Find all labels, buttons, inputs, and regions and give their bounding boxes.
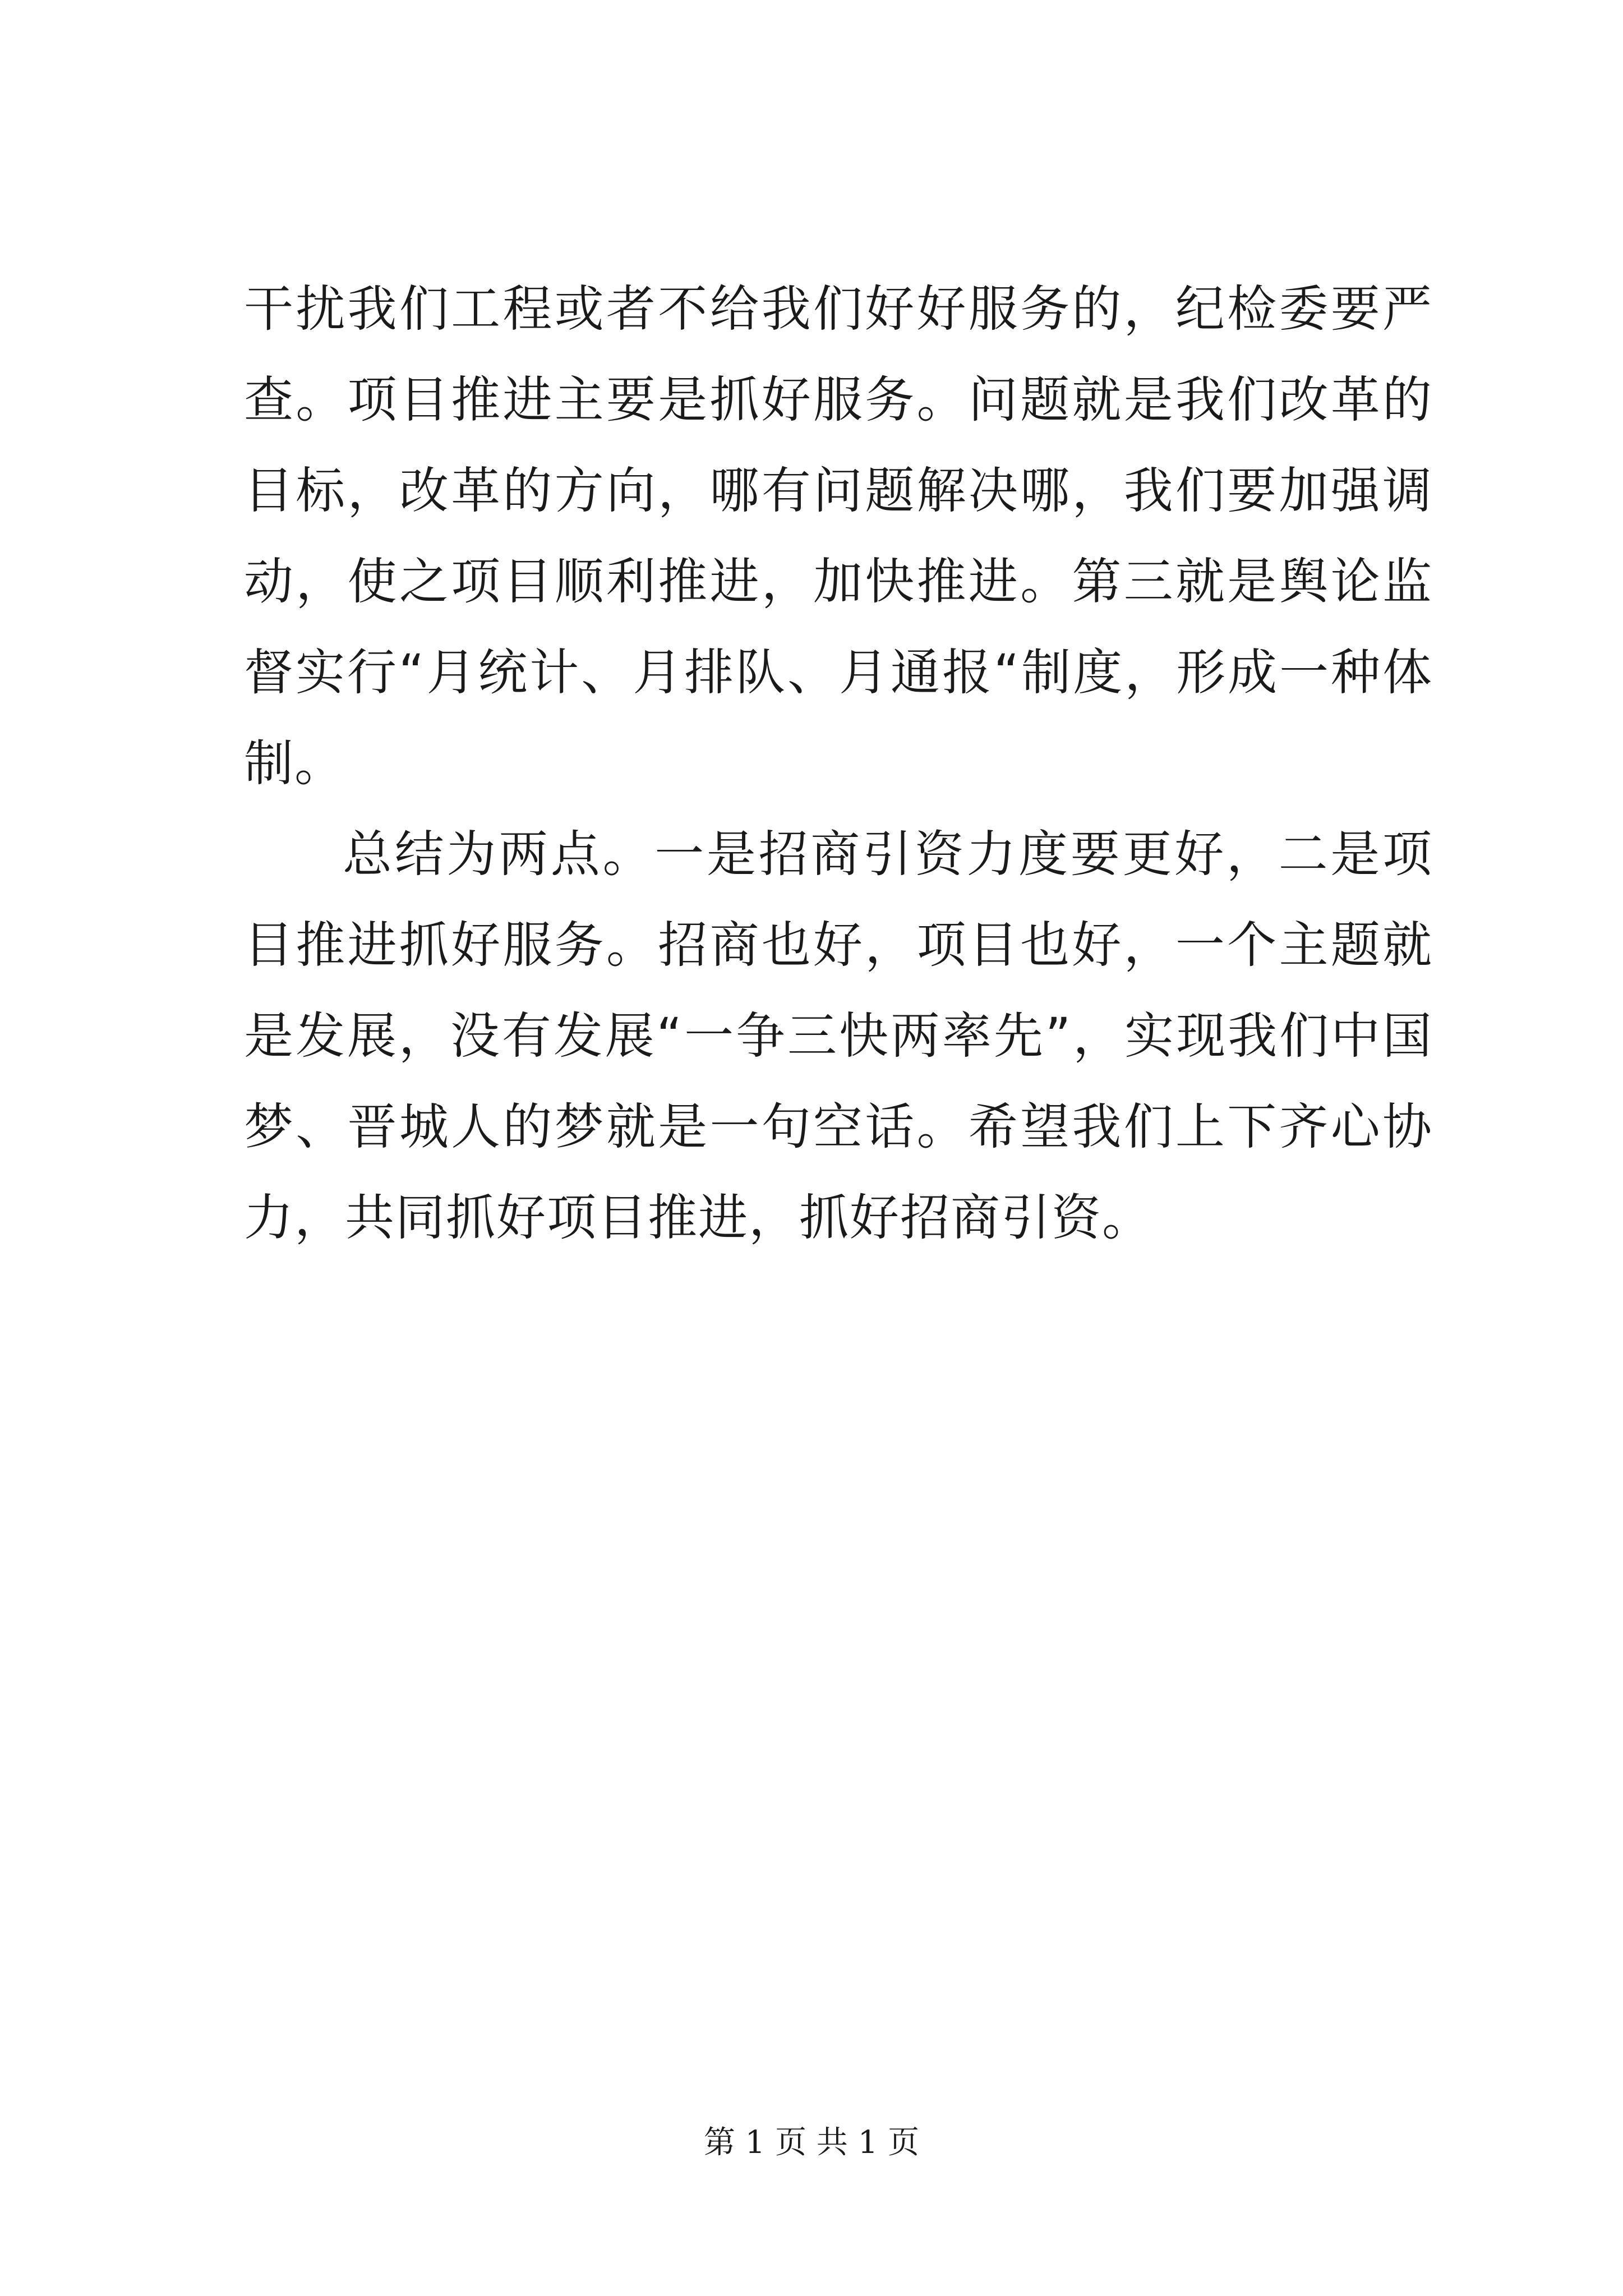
paragraph-summary: 总结为两点。一是招商引资力度要更好，二是项目推进抓好服务。招商也好，项目也好，一个主题就是发展，没有发展“一争三快两率先”，实现我们中国梦、晋城人的梦就是一句空话。希望我们上下齐心协力，共同抓好项目推进，抓好招商引资。 — [244, 825, 1433, 1246]
paragraph-continuation: 干扰我们工程或者不给我们好好服务的，纪检委要严查。项目推进主要是抓好服务。问题就是我们改革的目标，改革的方向，哪有问题解决哪，我们要加强调动，使之项目顺利推进，加快推进。第三就是舆论监督实行“月统计、月排队、月通报“制度，形成一种体制。 — [244, 280, 1433, 792]
document-body — [244, 264, 1433, 1263]
page-number-footer: 第 1 页 共 1 页 — [703, 2124, 920, 2161]
